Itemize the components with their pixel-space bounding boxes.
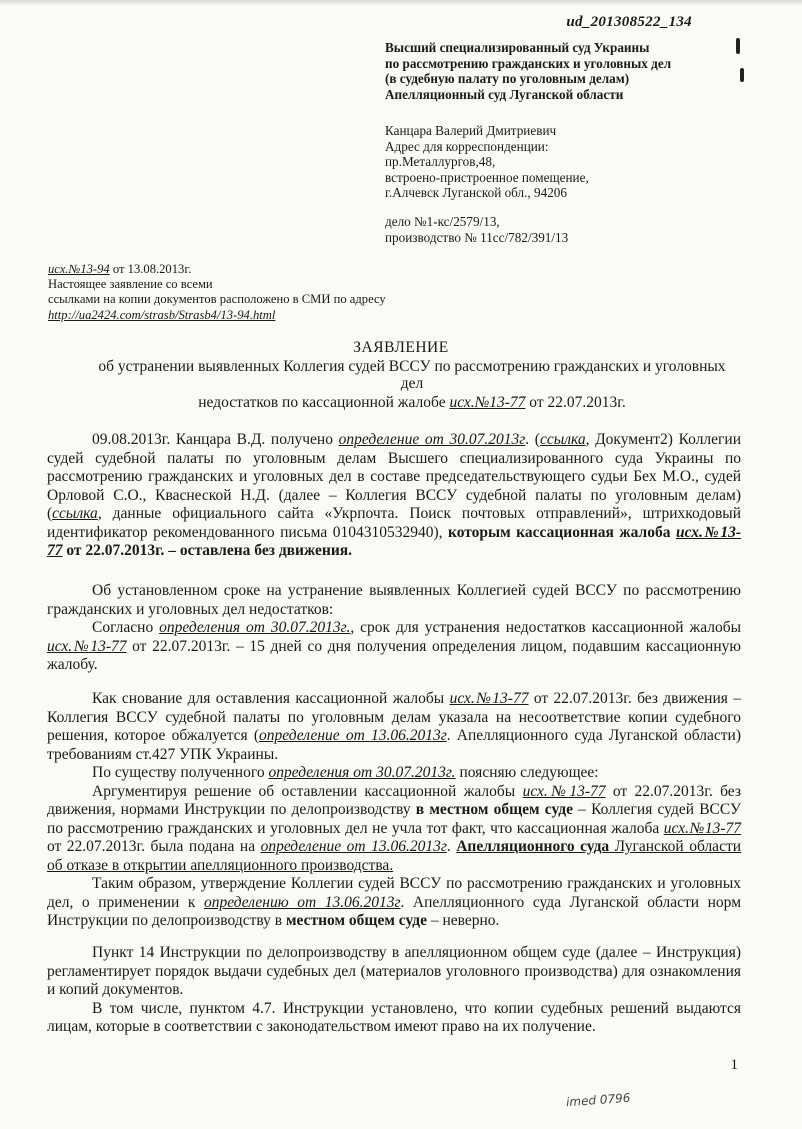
- document-subtitle: [40, 358, 784, 411]
- handwritten-note: imed 0796: [565, 1090, 631, 1110]
- addressee-line: Высший специализированный суд Украины: [385, 40, 650, 55]
- complaint-ref-link[interactable]: исх.№13-77: [47, 523, 741, 559]
- text: Таким образом, утверждение Коллегии судей ВССУ по рассмотрению гражданских и уголовных дел, о применении к: [47, 875, 741, 911]
- text: По существу полученного: [92, 764, 269, 781]
- addressee-line: (в судебную палату по уголовным делам): [385, 71, 630, 86]
- addressee-block: [385, 40, 671, 102]
- sender-line: Канцара Валерий Дмитриевич: [385, 123, 557, 138]
- text: Пункт 14 Инструкции по делопроизводству в апелляционном общем суде (далее – Инструкция) регламентирует порядок выдачи судебных дел (материалов уголовного производства) для ознакомления и копий документов.: [47, 944, 741, 998]
- text: Луганской области об отказе в открытии апелляционного производства.: [47, 838, 742, 874]
- subtitle-date: от 22.07.2013г.: [525, 394, 626, 411]
- text: . Апелляционного суда Луганской области норм Инструкции по делопроизводству в: [47, 893, 742, 929]
- sender-line: Адрес для корреспонденции:: [385, 138, 549, 154]
- addressee-line: Апелляционный суд Луганской области: [385, 86, 624, 102]
- case-numbers: [385, 214, 568, 245]
- reference-link[interactable]: ссылка: [539, 431, 586, 448]
- paragraph-3: [47, 690, 741, 931]
- bold-text: Апелляционного суда: [456, 838, 610, 855]
- complaint-ref-link[interactable]: исх.№13-77: [522, 782, 606, 800]
- ruling-link[interactable]: определение от 13.06.2013г: [260, 838, 447, 855]
- outgoing-note: ссылками на копии документов расположено в СМИ по адресу: [48, 292, 386, 307]
- complaint-ref-link[interactable]: исх.№13-77: [449, 690, 529, 707]
- outgoing-number-link[interactable]: исх.№13-94: [48, 262, 110, 276]
- paragraph-4: [47, 944, 741, 1037]
- text: Об установленном сроке на устранение выявленных Коллегией судей ВССУ по рассмотрению гражданских и уголовных дел недостатков:: [47, 582, 741, 618]
- addressee-line: по рассмотрению гражданских и уголовных дел: [385, 55, 672, 71]
- subtitle-line: дел: [400, 375, 424, 392]
- scan-mark: [736, 38, 740, 54]
- ruling-link[interactable]: определения от 30.07.2013г.: [159, 619, 351, 636]
- bold-text: которым кассационная жалоба: [447, 523, 676, 541]
- text: от 22.07.2013г. без движения, нормами Инструкции по делопроизводству: [47, 782, 741, 818]
- case-line: производство № 11сс/782/391/13: [385, 229, 569, 245]
- subtitle-line: об устранении выявленных Коллегия судей ВССУ по рассмотрению гражданских и уголовных: [98, 358, 726, 375]
- ruling-link[interactable]: определение от 30.07.2013г: [338, 431, 526, 448]
- sender-block: [385, 123, 589, 201]
- text: В том числе, пунктом 4.7. Инструкции установлено, что копии судебных решений выдаются лицам, которые в соответствии с законодательством имеют право на их получение.: [47, 999, 741, 1035]
- text: от 22.07.2013г. без движения – Коллегия ВССУ судебной палаты по уголовным делам указала на несоответствие копии судебного решения, которое обжалуется (: [47, 690, 741, 744]
- text: . Апелляционного суда Луганской области) требованиям ст.427 УПК Украины.: [47, 727, 741, 763]
- bold-text: местном общем суде: [285, 912, 427, 929]
- sender-line: встроено-пристроенное помещение,: [385, 169, 589, 185]
- text: , Документ2) Коллегии судей судебной палаты по уголовным делам Высшего специализированного суда Украины по рассмотрению гражданских и уголовных дел в составе председательствующего судьи Бех М.О., судей Орловой С.О., Кваснеской Н.Д. (далее – Коллегия ВССУ судебной палаты по уголовным делам) (: [47, 431, 741, 522]
- text: Аргументируя решение об оставлении кассационной жалобы: [92, 782, 523, 800]
- text: Как снование для оставления кассационной жалобы: [92, 690, 450, 707]
- sender-line: пр.Металлургов,48,: [385, 154, 496, 169]
- document-id: ud_201308522_134: [566, 14, 692, 30]
- text: .: [446, 838, 457, 855]
- text: , данные официального сайта «Укрпочта. Поиск почтовых отправлений», штрихкодовый идентификатор рекомендованного письма 0104310532940),: [47, 505, 741, 541]
- text: от 22.07.2013г. – 15 дней со дня получения определения лицом, подавшим кассационную жалобу.: [47, 637, 741, 673]
- ruling-link[interactable]: определение от 13.06.2013г: [259, 727, 447, 744]
- text: Согласно: [92, 619, 160, 636]
- bold-text: от 22.07.2013г. – оставлена без движения.: [62, 542, 353, 559]
- source-url-link[interactable]: http://ua2424.com/strasb/Strasb4/13-94.html: [48, 307, 276, 322]
- sender-line: г.Алчевск Луганской обл., 94206: [385, 185, 567, 200]
- bold-text: в местном общем суде: [415, 801, 573, 818]
- text: – неверно.: [426, 912, 500, 929]
- paragraph-2: [47, 582, 741, 675]
- scan-edge-shadow: [0, 0, 802, 6]
- outgoing-note: Настоящее заявление со всеми: [48, 277, 213, 292]
- outgoing-date: от 13.08.2013г.: [109, 262, 192, 276]
- scan-mark: [740, 68, 744, 82]
- document-title: ЗАЯВЛЕНИЕ: [353, 339, 449, 356]
- ruling-link[interactable]: определению от 13.06.2013г: [203, 893, 401, 911]
- text: поясняю следующее:: [455, 764, 599, 781]
- complaint-ref-link[interactable]: исх.№13-77: [663, 819, 741, 837]
- text: от 22.07.2013г. была подана на: [47, 838, 261, 855]
- text: . (: [525, 431, 540, 448]
- text: 09.08.2013г. Канцара В.Д. получено: [92, 431, 339, 448]
- ruling-link[interactable]: определения от 30.07.2013г.: [268, 764, 456, 781]
- outgoing-reference: [48, 262, 386, 323]
- subtitle-line: недостатков по кассационной жалобе: [198, 394, 450, 411]
- reference-link[interactable]: ссылка: [52, 505, 98, 522]
- complaint-ref-link[interactable]: исх.№13-77: [449, 394, 526, 411]
- case-line: дело №1-кс/2579/13,: [385, 214, 500, 229]
- text: – Коллегия судей ВССУ по рассмотрению гражданских и уголовных дел не учла тот факт, что кассационная жалоба: [47, 801, 741, 837]
- complaint-ref-link[interactable]: исх.№13-77: [47, 637, 127, 655]
- page-number: 1: [730, 1057, 738, 1073]
- paragraph-1: [47, 431, 741, 561]
- text: , срок для устранения недостатков кассационной жалобы: [350, 619, 741, 636]
